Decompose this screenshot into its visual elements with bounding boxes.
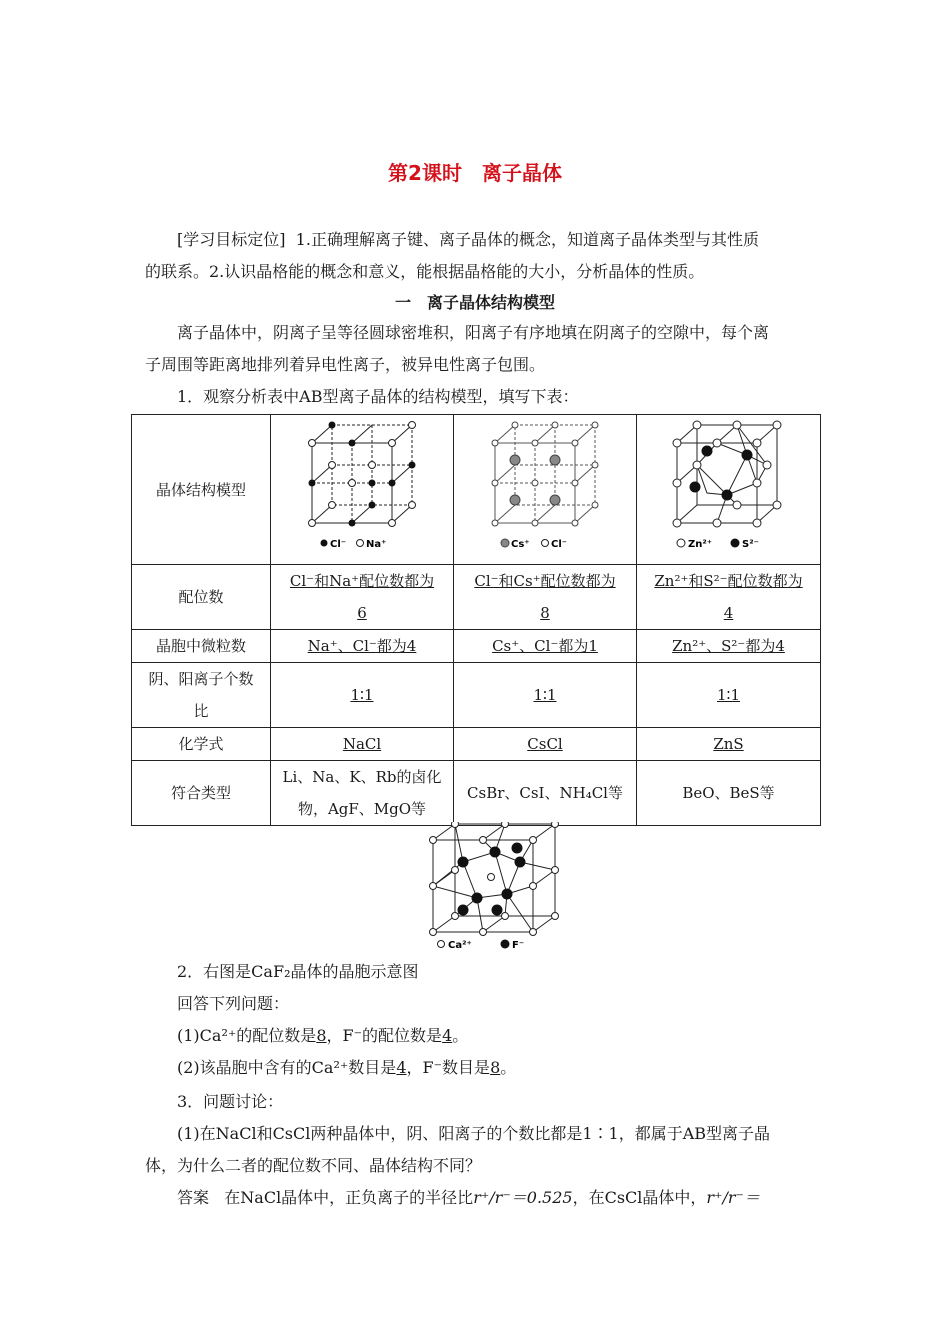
question-3-stem: 3．问题讨论： — [177, 1092, 284, 1111]
nacl-count: Na⁺、Cl⁻都为4 — [271, 630, 454, 663]
cscl-coord: Cl⁻和Cs⁺配位数都为 8 — [454, 565, 637, 630]
nacl-structure-figure — [302, 415, 422, 553]
answer-label: 答案 — [177, 1188, 210, 1207]
learning-objectives — [145, 224, 815, 256]
row-label-ratio: 阴、阳离子个数 比 — [132, 663, 271, 728]
question-3-part-1-line1: (1)在NaCl和CsCl两种晶体中，阴、阳离子的个数比都是1∶1，都属于AB型离子晶 — [177, 1124, 771, 1143]
caf2-structure-figure — [425, 822, 565, 952]
table-row — [132, 728, 821, 761]
intro-line1: 离子晶体中，阴离子呈等径圆球密堆积，阳离子有序地填在阴离子的空隙中，每个离 — [177, 323, 770, 342]
question-2-ask: 回答下列问题： — [177, 994, 290, 1013]
cscl-legend-cl: Cl⁻ — [551, 539, 568, 550]
zns-coord: Zn²⁺和S²⁻配位数都为 4 — [637, 565, 821, 630]
intro-line2: 子周围等距离地排列着异电性离子，被异电性离子包围。 — [145, 355, 546, 374]
crystal-table — [131, 414, 821, 826]
answer-paragraph: 答案 在NaCl晶体中，正负离子的半径比r⁺/r⁻＝0.525，在CsCl晶体中，r⁺/r⁻＝ — [177, 1188, 760, 1207]
question-2-answer-2: (2)该晶胞中含有的Ca²⁺数目是4，F⁻数目是8。 — [177, 1058, 517, 1077]
nacl-model-cell — [271, 415, 454, 565]
caf2-legend-f: F⁻ — [512, 940, 525, 951]
nacl-legend-na: Na⁺ — [366, 539, 387, 550]
objectives-line1: 1.正确理解离子键、离子晶体的概念，知道离子晶体类型与其性质 — [295, 230, 759, 249]
zns-count: Zn²⁺、S²⁻都为4 — [637, 630, 821, 663]
table-row — [132, 630, 821, 663]
zns-model-cell — [637, 415, 821, 565]
nacl-types: Li、Na、K、Rb的卤化 物，AgF、MgO等 — [271, 761, 454, 826]
objectives-label: [学习目标定位] — [177, 230, 286, 249]
nacl-coord: Cl⁻和Na⁺配位数都为 6 — [271, 565, 454, 630]
row-label-types: 符合类型 — [132, 761, 271, 826]
objectives-line2: 的联系。2.认识晶格能的概念和意义，能根据晶格能的大小，分析晶体的性质。 — [145, 262, 705, 281]
zns-types: BeO、BeS等 — [637, 761, 821, 826]
table-row — [132, 415, 821, 565]
row-label-coord: 配位数 — [132, 565, 271, 630]
question-3-part-1-line2: 体，为什么二者的配位数不同、晶体结构不同？ — [145, 1156, 482, 1175]
cscl-ratio: 1∶1 — [454, 663, 637, 728]
nacl-legend-cl: Cl⁻ — [330, 539, 347, 550]
question-1: 1．观察分析表中AB型离子晶体的结构模型，填写下表： — [177, 387, 579, 406]
zns-legend-zn: Zn²⁺ — [687, 539, 712, 550]
question-2-answer-1: (1)Ca²⁺的配位数是8，F⁻的配位数是4。 — [177, 1026, 469, 1045]
cscl-model-cell — [454, 415, 637, 565]
question-2-stem: 2．右图是CaF₂晶体的晶胞示意图 — [177, 962, 419, 981]
row-label-count: 晶胞中微粒数 — [132, 630, 271, 663]
zns-structure-figure — [669, 415, 789, 553]
nacl-formula: NaCl — [271, 728, 454, 761]
row-label-formula: 化学式 — [132, 728, 271, 761]
section-heading: 一 离子晶体结构模型 — [394, 293, 555, 312]
row-label-model: 晶体结构模型 — [132, 415, 271, 565]
zns-formula: ZnS — [637, 728, 821, 761]
cscl-formula: CsCl — [454, 728, 637, 761]
table-row — [132, 663, 821, 728]
zns-ratio: 1∶1 — [637, 663, 821, 728]
cscl-count: Cs⁺、Cl⁻都为1 — [454, 630, 637, 663]
table-row — [132, 761, 821, 826]
zns-legend-s: S²⁻ — [741, 539, 759, 550]
nacl-ratio: 1∶1 — [271, 663, 454, 728]
cscl-legend-cs: Cs⁺ — [511, 539, 530, 550]
page-title: 第2课时 离子晶体 — [388, 161, 562, 185]
caf2-legend-ca: Ca²⁺ — [448, 940, 472, 951]
cscl-types: CsBr、CsI、NH₄Cl等 — [454, 761, 637, 826]
table-row — [132, 565, 821, 630]
cscl-structure-figure — [485, 415, 605, 553]
